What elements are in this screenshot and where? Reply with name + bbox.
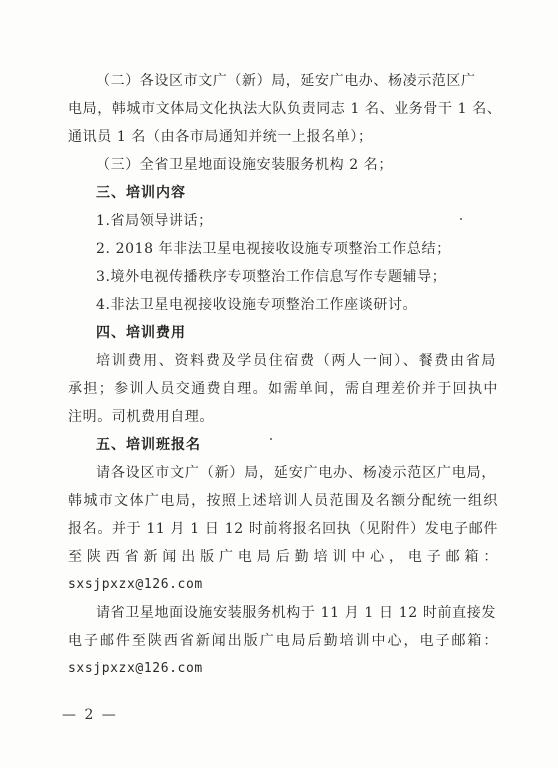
section4-line1: 培训费用、资料费及学员住宿费（两人一间）、餐费由省局 <box>96 353 496 369</box>
section2-item3: （三）全省卫星地面设施安装服务机构 2 名； <box>96 157 394 173</box>
section4-heading: 四、培训费用 <box>96 325 186 341</box>
section3-item-2: 2. 2018 年非法卫星电视接收设施专项整治工作总结； <box>96 241 451 257</box>
section5-para1-line3: 报名。并于 11 月 1 日 12 时前将报名回执（见附件）发电子邮件 <box>68 521 498 537</box>
section3-heading: 三、培训内容 <box>96 185 186 201</box>
section5-para2-email: sxsjpxzx@126.com <box>68 661 203 676</box>
section2-item2-line2: 电局，韩城市文体局文化执法大队负责同志 1 名、业务骨干 1 名、 <box>68 101 502 117</box>
section2-item2-line3: 通讯员 1 名（由各市局通知并统一上报名单）； <box>68 129 373 145</box>
section5-heading: 五、培训班报名 <box>96 437 201 453</box>
section3-item-1: 1.省局领导讲话； <box>96 213 213 229</box>
section3-item-3: 3.境外电视传播秩序专项整治工作信息写作专题辅导； <box>96 269 447 285</box>
section5-para2-line1: 请省卫星地面设施安装服务机构于 11 月 1 日 12 时前直接发 <box>96 605 496 621</box>
section5-para1-line4: 至陕西省新闻出版广电局后勤培训中心，电子邮箱： <box>68 549 498 565</box>
section5-para1-line1: 请各设区市文广（新）局，延安广电办、杨凌示范区广电局， <box>96 465 496 481</box>
page-number: — 2 — <box>62 707 118 723</box>
section5-para1-email: sxsjpxzx@126.com <box>68 577 203 592</box>
section5-para1-line2: 韩城市文体广电局，按照上述培训人员范围及名额分配统一组织 <box>68 493 498 509</box>
section5-para2-line2: 电子邮件至陕西省新闻出版广电局后勤培训中心，电子邮箱： <box>68 633 498 649</box>
section4-line2: 承担；参训人员交通费自理。如需单间，需自理差价并于回执中 <box>68 381 498 397</box>
section2-item2-line1: （二）各设区市文广（新）局，延安广电办、杨凌示范区广 <box>96 73 476 89</box>
scan-speck <box>460 218 462 220</box>
section4-line3: 注明。司机费用自理。 <box>68 409 214 425</box>
section3-item-4: 4.非法卫星电视接收设施专项整治工作座谈研讨。 <box>96 297 418 313</box>
scan-speck <box>270 438 272 440</box>
